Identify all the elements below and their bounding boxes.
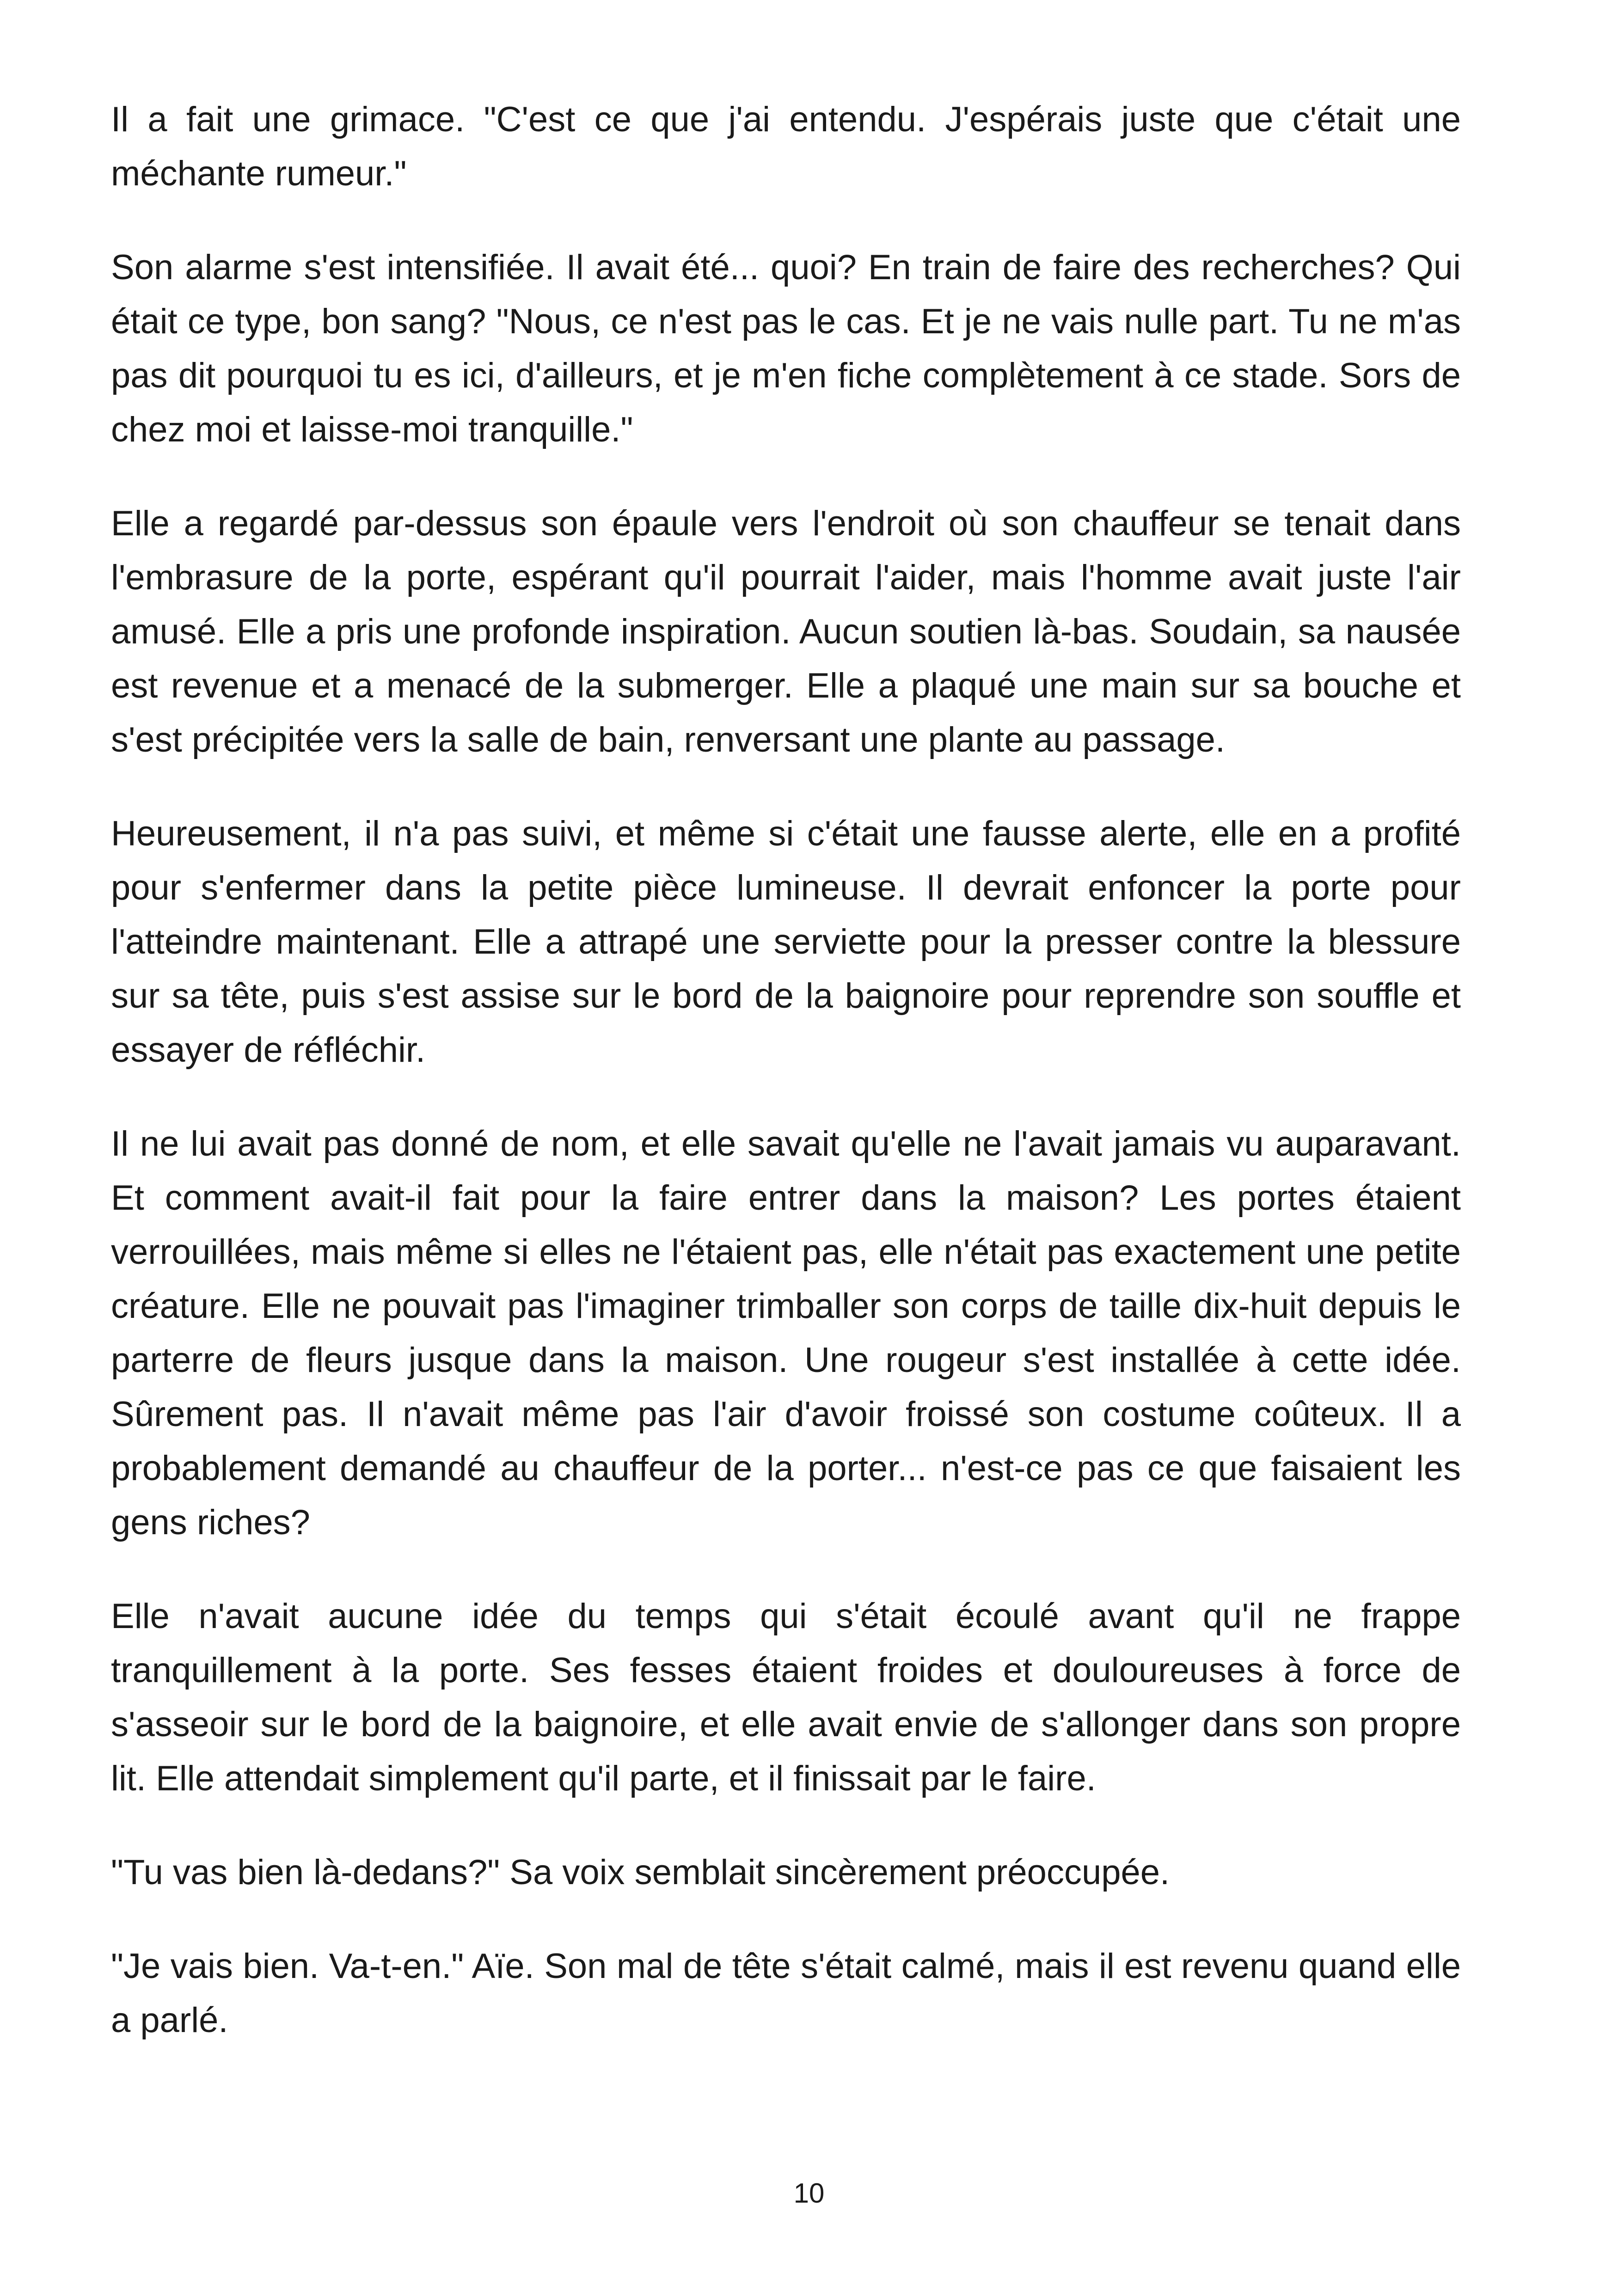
paragraph-4: Heureusement, il n'a pas suivi, et même si c'était une fausse alerte, elle en a profité pour s'enfermer dans la petite pièce lumineuse. Il devrait enfoncer la porte pour l'atteindre maintenant. Elle a attrapé une serviette pour la presser contre la blessure sur sa tête, puis s'est assise sur le bord de la baignoire pour reprendre son souffle et essayer de réfléchir. xyxy=(111,814,1461,1070)
paragraph-8: "Je vais bien. Va-t-en." Aïe. Son mal de tête s'était calmé, mais il est revenu quand elle a parlé. xyxy=(111,1947,1461,2040)
paragraph-2: Son alarme s'est intensifiée. Il avait été... quoi? En train de faire des recherches? Qui était ce type, bon sang? "Nous, ce n'est pas le cas. Et je ne vais nulle part. Tu ne m'as pas dit pourquoi tu es ici, d'ailleurs, et je m'en fiche complètement à ce stade. Sors de chez moi et laisse-moi tranquille." xyxy=(111,248,1461,449)
paragraph-1: Il a fait une grimace. "C'est ce que j'ai entendu. J'espérais juste que c'était une méchante rumeur." xyxy=(111,100,1461,193)
page-number: 10 xyxy=(793,2178,825,2209)
paragraph-5: Il ne lui avait pas donné de nom, et elle savait qu'elle ne l'avait jamais vu auparavant. Et comment avait-il fait pour la faire entrer dans la maison? Les portes étaient verrouillées, mais même si elles ne l'étaient pas, elle n'était pas exactement une petite créature. Elle ne pouvait pas l'imaginer trimballer son corps de taille dix-huit depuis le parterre de fleurs jusque dans la maison. Une rougeur s'est installée à cette idée. Sûrement pas. Il n'avait même pas l'air d'avoir froissé son costume coûteux. Il a probablement demandé au chauffeur de la porter... n'est-ce pas ce que faisaient les gens riches? xyxy=(111,1124,1461,1542)
paragraph-7: "Tu vas bien là-dedans?" Sa voix semblait sincèrement préoccupée. xyxy=(111,1853,1170,1892)
paragraph-6: Elle n'avait aucune idée du temps qui s'était écoulé avant qu'il ne frappe tranquillement à la porte. Ses fesses étaient froides et douloureuses à force de s'asseoir sur le bord de la baignoire, et elle avait envie de s'allonger dans son propre lit. Elle attendait simplement qu'il parte, et il finissait par le faire. xyxy=(111,1597,1461,1798)
paragraph-3: Elle a regardé par-dessus son épaule vers l'endroit où son chauffeur se tenait dans l'embrasure de la porte, espérant qu'il pourrait l'aider, mais l'homme avait juste l'air amusé. Elle a pris une profonde inspiration. Aucun soutien là-bas. Soudain, sa nausée est revenue et a menacé de la submerger. Elle a plaqué une main sur sa bouche et s'est précipitée vers la salle de bain, renversant une plante au passage. xyxy=(111,504,1461,759)
page-body xyxy=(111,92,1461,2087)
